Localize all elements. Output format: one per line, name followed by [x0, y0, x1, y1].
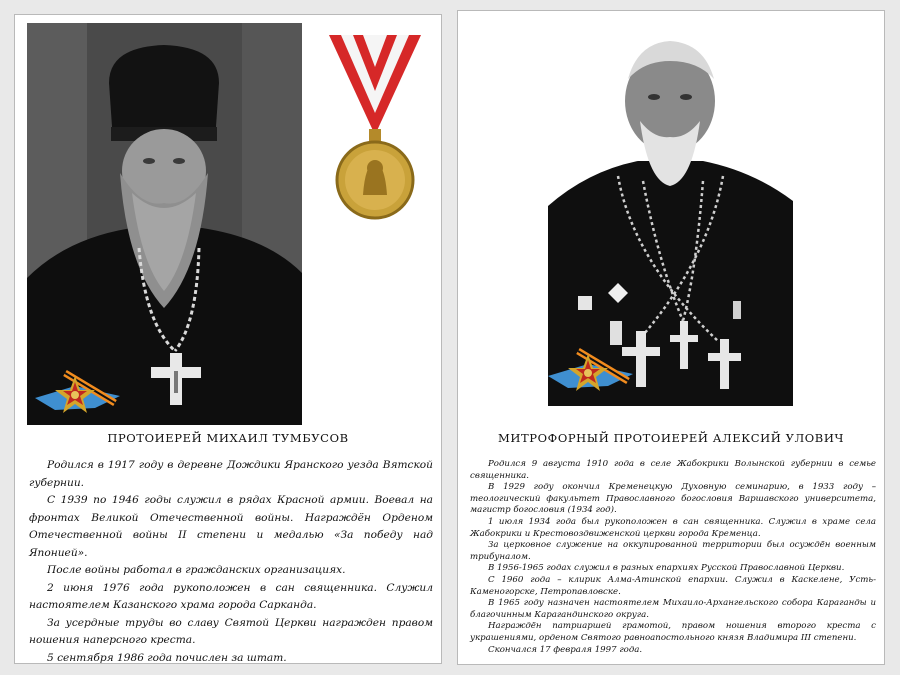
- order-cross-icon: [578, 296, 592, 310]
- bio-paragraph: Награждён патриаршей грамотой, правом ношения второго креста с украшениями, орденом Святого равноапостольного князя Владимира III степени.: [470, 621, 876, 643]
- medal-victory-over-japan-icon: [319, 25, 431, 225]
- portrait-photo-ulovich: [548, 21, 793, 406]
- bio-paragraph: Родился 9 августа 1910 года в селе Жабокрики Волынской губернии в семье священника.: [470, 459, 876, 481]
- biography-text: [29, 457, 433, 667]
- bio-paragraph: За усердные труды во славу Святой Церкви награжден правом ношения наперсного креста.: [29, 616, 433, 646]
- bio-paragraph: В 1965 году назначен настоятелем Михаило-Архангельского собора Караганды и благочинным Карагандинского округа.: [470, 598, 876, 620]
- bio-paragraph: Скончался 17 февраля 1997 года.: [488, 644, 643, 655]
- bio-paragraph: 1 июля 1934 года был рукоположен в сан священника. Служил в храме села Жабокрики и Крестовоздвиженской церкви города Кременца.: [470, 516, 876, 539]
- bio-paragraph: В 1956-1965 годах служил в разных епархиях Русской Православной Церкви.: [488, 563, 845, 574]
- panel-ulovich: [457, 10, 885, 665]
- bio-paragraph: За церковное служение на оккупированной территории был осуждён военным трибуналом.: [470, 540, 876, 562]
- bio-paragraph: Родился в 1917 году в деревне Дождики Яранского уезда Вятской губернии.: [29, 459, 433, 489]
- name-heading: МИТРОФОРНЫЙ ПРОТОИЕРЕЙ АЛЕКСИЙ УЛОВИЧ: [498, 431, 844, 445]
- bio-paragraph: 2 июня 1976 года рукоположен в сан священника. Служил настоятелем Казанского храма города Сарканда.: [29, 581, 433, 611]
- bio-paragraph: После войны работал в гражданских организациях.: [47, 564, 346, 576]
- portrait-photo-tumbusov: [27, 23, 302, 425]
- bio-paragraph: С 1960 года – клирик Алма-Атинской епархии. Служил в Каскелене, Усть-Каменогорске, Петропавловске.: [470, 574, 876, 597]
- bio-paragraph: 5 сентября 1986 года почислен за штат.: [47, 651, 287, 664]
- biography-text: [470, 459, 876, 656]
- bio-paragraph: С 1939 по 1946 годы служил в рядах Красной армии. Воевал на фронтах Великой Отечественной войны. Награждён Орденом Отечественной войны II степени и медалью «За победу над Японией».: [29, 494, 433, 559]
- bio-paragraph: В 1929 году окончил Кременецкую Духовную семинарию, в 1933 году – теологический факультет Православного богословия Варшавского университета, магистр богословия (1934 год).: [470, 482, 876, 516]
- portrait-illustration: [548, 21, 793, 406]
- portrait-illustration: [27, 23, 302, 425]
- panel-tumbusov: [14, 14, 442, 664]
- name-heading: ПРОТОИЕРЕЙ МИХАИЛ ТУМБУСОВ: [107, 431, 349, 445]
